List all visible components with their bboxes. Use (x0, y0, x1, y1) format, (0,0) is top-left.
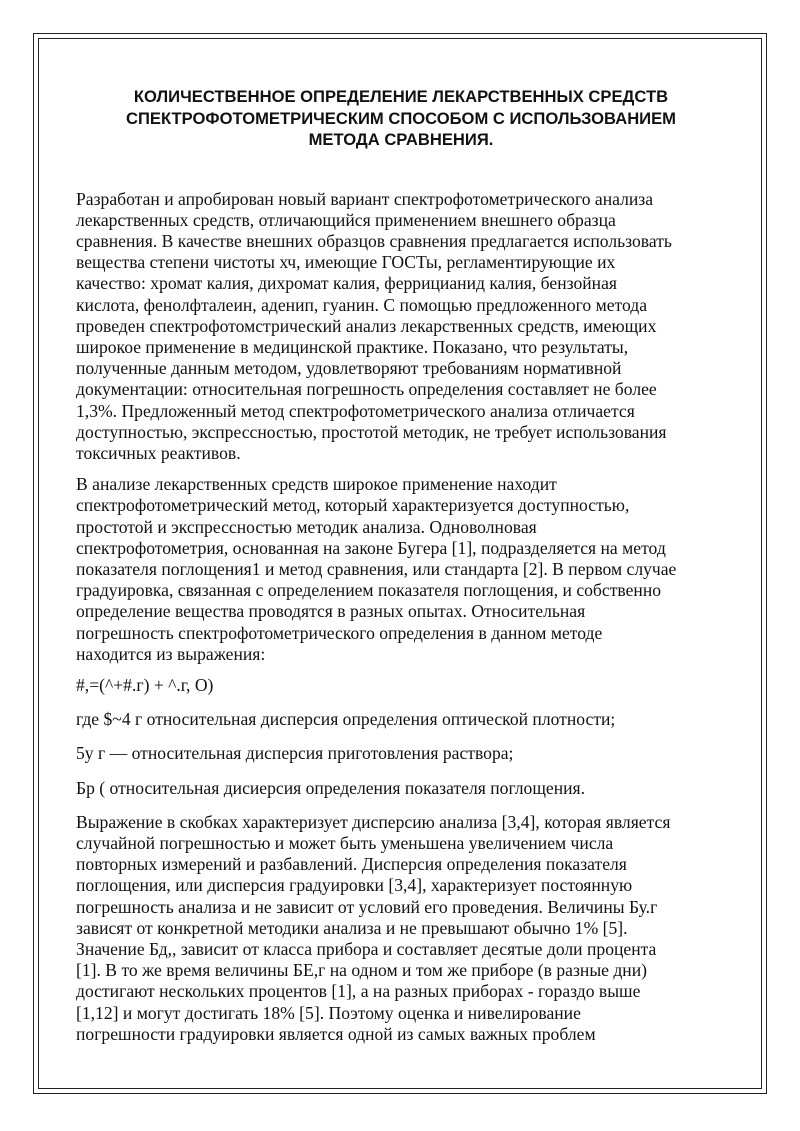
text-line: Бр ( относительная дисиерсия определения показателя поглощения. (76, 777, 586, 798)
text-line: показателя поглощения1 и метод сравнения, или стандарта [2]. В первом случае (76, 558, 677, 579)
formula-line (76, 675, 726, 696)
text-line: документации: относительная погрешность определения составляет не более (76, 379, 657, 400)
title-line: СПЕКТРОФОТОМЕТРИЧЕСКИМ СПОСОБОМ С ИСПОЛЬЗОВАНИЕМ (126, 108, 676, 128)
text-line: [1]. В то же время величины БЕ,г на одном и том же приборе (в разные дни) (76, 960, 647, 981)
text-line: 5у г — относительная дисперсия приготовления раствора; (76, 743, 514, 764)
text-line: поглощения, или дисперсия градуировки [3,4], характеризует постоянную (76, 875, 633, 896)
definition-line (76, 778, 726, 799)
text-line: где $~4 г относительная дисперсия определения оптической плотности; (76, 709, 616, 730)
text-line: случайной погрешностью и может быть уменьшена увеличением числа (76, 832, 614, 853)
text-line: определение вещества проводятся в разных опытах. Относительная (76, 601, 586, 622)
text-line: проведен спектрофотомстрический анализ лекарственных средств, имеющих (76, 315, 657, 336)
text-line: находится из выражения: (76, 643, 266, 664)
document-title (76, 86, 726, 151)
text-line: токсичных реактивов. (76, 442, 241, 463)
text-line: полученные данным методом, удовлетворяют требованиям нормативной (76, 358, 622, 379)
text-line: вещества степени чистоты хч, имеющие ГОСТы, регламентирующие их (76, 252, 616, 273)
text-line: кислота, фенолфталеин, аденип, гуанин. С помощью предложенного метода (76, 294, 648, 315)
formula-text: #,=(^+#.г) + ^.г, О) (76, 674, 214, 695)
text-line: простотой и экспрессностью методик анализа. Одноволновая (76, 516, 537, 537)
text-line: Разработан и апробирован новый вариант спектрофотометрического анализа (76, 188, 654, 209)
text-line: погрешность спектрофотометрического определения в данном методе (76, 622, 603, 643)
text-line: В анализе лекарственных средств широкое применение находит (76, 474, 557, 495)
title-line: КОЛИЧЕСТВЕННОЕ ОПРЕДЕЛЕНИЕ ЛЕКАРСТВЕННЫХ СРЕДСТВ (133, 87, 669, 106)
text-line: повторных измерений и разбавлений. Дисперсия определения показателя (76, 854, 627, 875)
text-line: спектрофотометрия, основанная на законе Бугера [1], подразделяется на метод (76, 537, 666, 558)
text-line: лекарственных средств, отличающийся применением внешнего образца (76, 209, 616, 230)
text-line: градуировка, связанная с определением показателя поглощения, и собственно (76, 580, 662, 601)
text-line: спектрофотометрический метод, который характеризуется доступностью, (76, 495, 630, 516)
text-line: качество: хромат калия, дихромат калия, феррицианид калия, бензойная (76, 273, 617, 294)
body-paragraph (76, 474, 726, 665)
abstract-paragraph (76, 189, 726, 465)
definition-line (76, 709, 726, 730)
text-line: Выражение в скобках характеризует дисперсию анализа [3,4], которая является (76, 811, 671, 832)
document-body (76, 86, 726, 1055)
definition-line (76, 743, 726, 764)
text-line: [1,12] и могут достигать 18% [5]. Поэтому оценка и нивелирование (76, 1002, 581, 1023)
text-line: достигают нескольких процентов [1], а на разных приборах - гораздо выше (76, 981, 641, 1002)
text-line: широкое применение в медицинской практике. Показано, что результаты, (76, 336, 629, 357)
body-paragraph (76, 812, 726, 1045)
text-line: погрешности градуировки является одной из самых важных проблем (76, 1023, 596, 1044)
text-line: сравнения. В качестве внешних образцов сравнения предлагается использовать (76, 230, 672, 251)
text-line: погрешность анализа и не зависит от условий его проведения. Величины Бу.г (76, 896, 658, 917)
text-line: 1,3%. Предложенный метод спектрофотометрического анализа отличается (76, 400, 635, 421)
text-line: зависят от конкретной методики анализа и не превышают обычно 1% [5]. (76, 917, 628, 938)
text-line: доступностью, экспрессностью, простотой методик, не требует использования (76, 421, 667, 442)
title-line: МЕТОДА СРАВНЕНИЯ. (308, 130, 494, 149)
text-line: Значение Бд,, зависит от класса прибора и составляет десятые доли процента (76, 939, 657, 959)
